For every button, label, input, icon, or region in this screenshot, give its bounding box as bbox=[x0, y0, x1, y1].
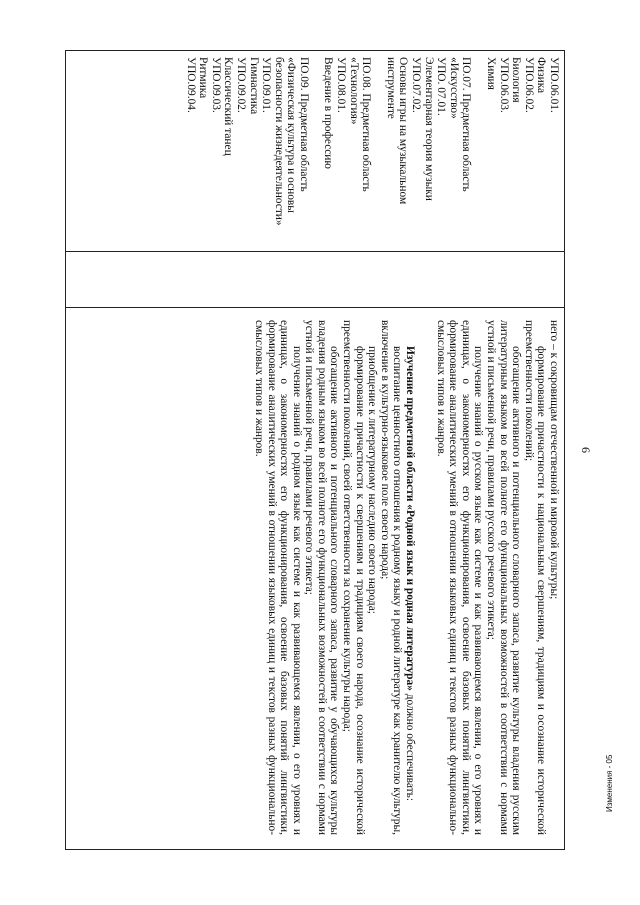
section-title-rest: должно обеспечивать: bbox=[404, 690, 417, 802]
subject-entry: ПО.09. Предметная область «Физическая культура и основы безопасности жизнедеятельности» bbox=[272, 57, 310, 226]
subject-entry: УПО.09.03. bbox=[209, 57, 222, 113]
section-paragraph: приобщение к литературному наследию своего народа; bbox=[366, 346, 379, 614]
page-number: 6 bbox=[579, 447, 593, 453]
subject-entry: ПО.07. Предметная область «Искусство» bbox=[447, 57, 473, 192]
body-paragraph: получение знаний о русском языке как системе и как развивающемся явлении, о его уровнях и единицах, о закономерностях его функционирования, освоение базовых понятий лингвистики, формирование аналитических умений в отношении языковых единиц и текстов разных функционально-смысловых типов и жанров. bbox=[434, 320, 485, 835]
body-paragraph: формирование причастности к национальным свершениям, традициям и осознание исторической преемственности поколений; bbox=[522, 320, 548, 835]
subjects-column bbox=[66, 51, 564, 251]
subject-entry: УПО.09.02. bbox=[234, 57, 247, 113]
subject-entry: УПО.09.04. bbox=[184, 57, 197, 113]
section-title bbox=[403, 320, 416, 835]
section-title-bold: Изучение предметной области «Родной язык и родная литература» bbox=[404, 346, 417, 691]
subject-entry: УПО.07.02. bbox=[410, 57, 423, 113]
section-paragraph: обогащение активного и потенциального словарного запаса, развитие у обучающихся культуры владения родным языком во всей полноте его функциональных возможностей в соответствии с нормами устной и письменной речи, правилами речевого этикета; bbox=[303, 320, 341, 835]
subject-entry: УПО.06.01. bbox=[548, 57, 560, 113]
empty-column bbox=[66, 251, 564, 307]
subject-entry: УПО.06.03. bbox=[497, 57, 510, 113]
subject-entry: Биология bbox=[510, 57, 523, 103]
subject-entry: Классический танец bbox=[222, 57, 235, 156]
section-paragraph: формирование причастности к свершениям и традициям своего народа, осознание исторической преемственности поколений, своей ответственности за сохранение культуры народа; bbox=[341, 320, 366, 835]
rotated-page-content bbox=[65, 50, 605, 850]
section-text bbox=[252, 320, 403, 835]
subject-entry: Физика bbox=[535, 57, 548, 94]
body-paragraph: обогащение активного и потенциального словарного запаса, развитие культуры владения русским литературным языком во всей полноте его функциональных возможностей в соответствии с нормами устной и письменной речи, правилами русского речевого этикета; bbox=[485, 320, 523, 835]
subject-entry: Химия bbox=[485, 57, 498, 90]
curriculum-table bbox=[65, 50, 565, 850]
footer-note: Изменения - 05 bbox=[605, 754, 614, 812]
subject-entry: ПО.08. Предметная область «Технология» bbox=[347, 57, 373, 192]
subject-entry: Основы игры на музыкальном инструменте bbox=[384, 57, 410, 205]
subject-entry: УПО. 07.01. bbox=[435, 57, 448, 116]
subject-entry: Ритмика bbox=[197, 57, 210, 99]
subject-entry: Гимнастика bbox=[247, 57, 260, 115]
subject-entry: Элементарная теория музыки bbox=[422, 57, 435, 201]
subject-entry: УПО.08.01. bbox=[335, 57, 348, 113]
subject-entry: Введение в профессию bbox=[322, 57, 335, 169]
section-paragraph: воспитание ценностного отношения к родному языку и родной литературе как хранителю культуры, включение в культурно-языковое поле своего народа; bbox=[378, 320, 404, 835]
section-paragraph: получение знаний о родном языке как системе и как развивающемся явлении, о его уровнях и единицах, о закономерностях его функционирования, освоение базовых понятий лингвистики, формирование аналитических умений в отношении языковых единиц и текстов разных функционально-смысловых типов и жанров. bbox=[252, 320, 303, 835]
table-column-divider bbox=[66, 307, 564, 308]
body-text bbox=[434, 320, 560, 835]
subjects-list bbox=[184, 57, 560, 247]
content-column bbox=[252, 320, 560, 835]
body-paragraph: него – к сокровищам отечественной и мировой культуры; bbox=[548, 320, 560, 600]
subject-entry: УПО.06.02. bbox=[522, 57, 535, 113]
subject-entry: УПО.09.01. bbox=[260, 57, 273, 113]
